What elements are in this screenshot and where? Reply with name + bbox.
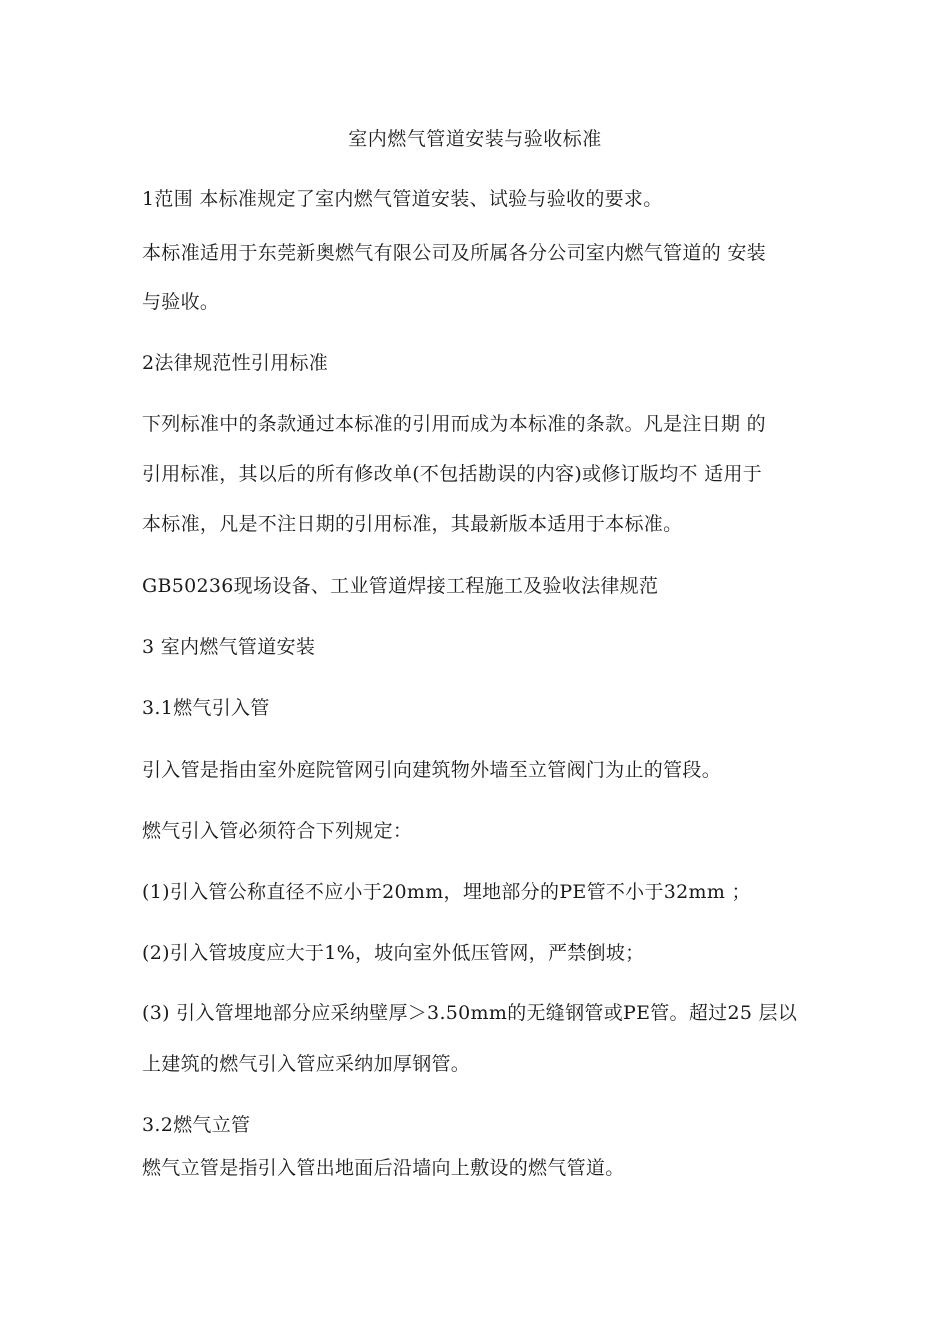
- section-3-2-heading: 3.2燃气立管: [142, 1114, 251, 1136]
- riser-definition: 燃气立管是指引入管出地面后沿墙向上敷设的燃气管道。: [142, 1157, 625, 1179]
- inlet-pipe-definition: 引入管是指由室外庭院管网引向建筑物外墙至立管阀门为止的管段。: [142, 759, 722, 781]
- scope-applicability-line-2: 与验收。: [142, 291, 220, 313]
- section-3-1-heading: 3.1燃气引入管: [142, 697, 270, 719]
- rule-3-line-2: 上建筑的燃气引入管应采纳加厚钢管。: [142, 1053, 471, 1075]
- rule-2: (2)引入管坡度应大于1%，坡向室外低压管网，严禁倒坡；: [142, 942, 645, 964]
- scope-line: 1范围 本标准规定了室内燃气管道安装、试验与验收的要求。: [142, 188, 663, 210]
- normative-reference-line-3: 本标准，凡是不注日期的引用标准，其最新版本适用于本标准。: [142, 513, 683, 535]
- rule-3-line-1: (3) 引入管埋地部分应采纳壁厚＞3.50mm的无缝钢管或PE管。超过25 层以: [142, 1002, 798, 1024]
- document-title: 室内燃气管道安装与验收标准: [348, 128, 602, 150]
- normative-reference-line-2: 引用标准，其以后的所有修改单(不包括勘误的内容)或修订版均不 适用于: [142, 463, 763, 485]
- rule-1: (1)引入管公称直径不应小于20mm，埋地部分的PE管不小于32mm ；: [142, 881, 751, 903]
- section-2-heading: 2法律规范性引用标准: [142, 352, 329, 374]
- normative-reference-line-1: 下列标准中的条款通过本标准的引用而成为本标准的条款。凡是注日期 的: [142, 413, 766, 435]
- inlet-pipe-rules-intro: 燃气引入管必须符合下列规定：: [142, 820, 413, 842]
- referenced-standard-gb50236: GB50236现场设备、工业管道焊接工程施工及验收法律规范: [142, 575, 659, 597]
- section-3-heading: 3 室内燃气管道安装: [142, 636, 316, 658]
- scope-applicability-line-1: 本标准适用于东莞新奥燃气有限公司及所属各分公司室内燃气管道的 安装: [142, 242, 766, 264]
